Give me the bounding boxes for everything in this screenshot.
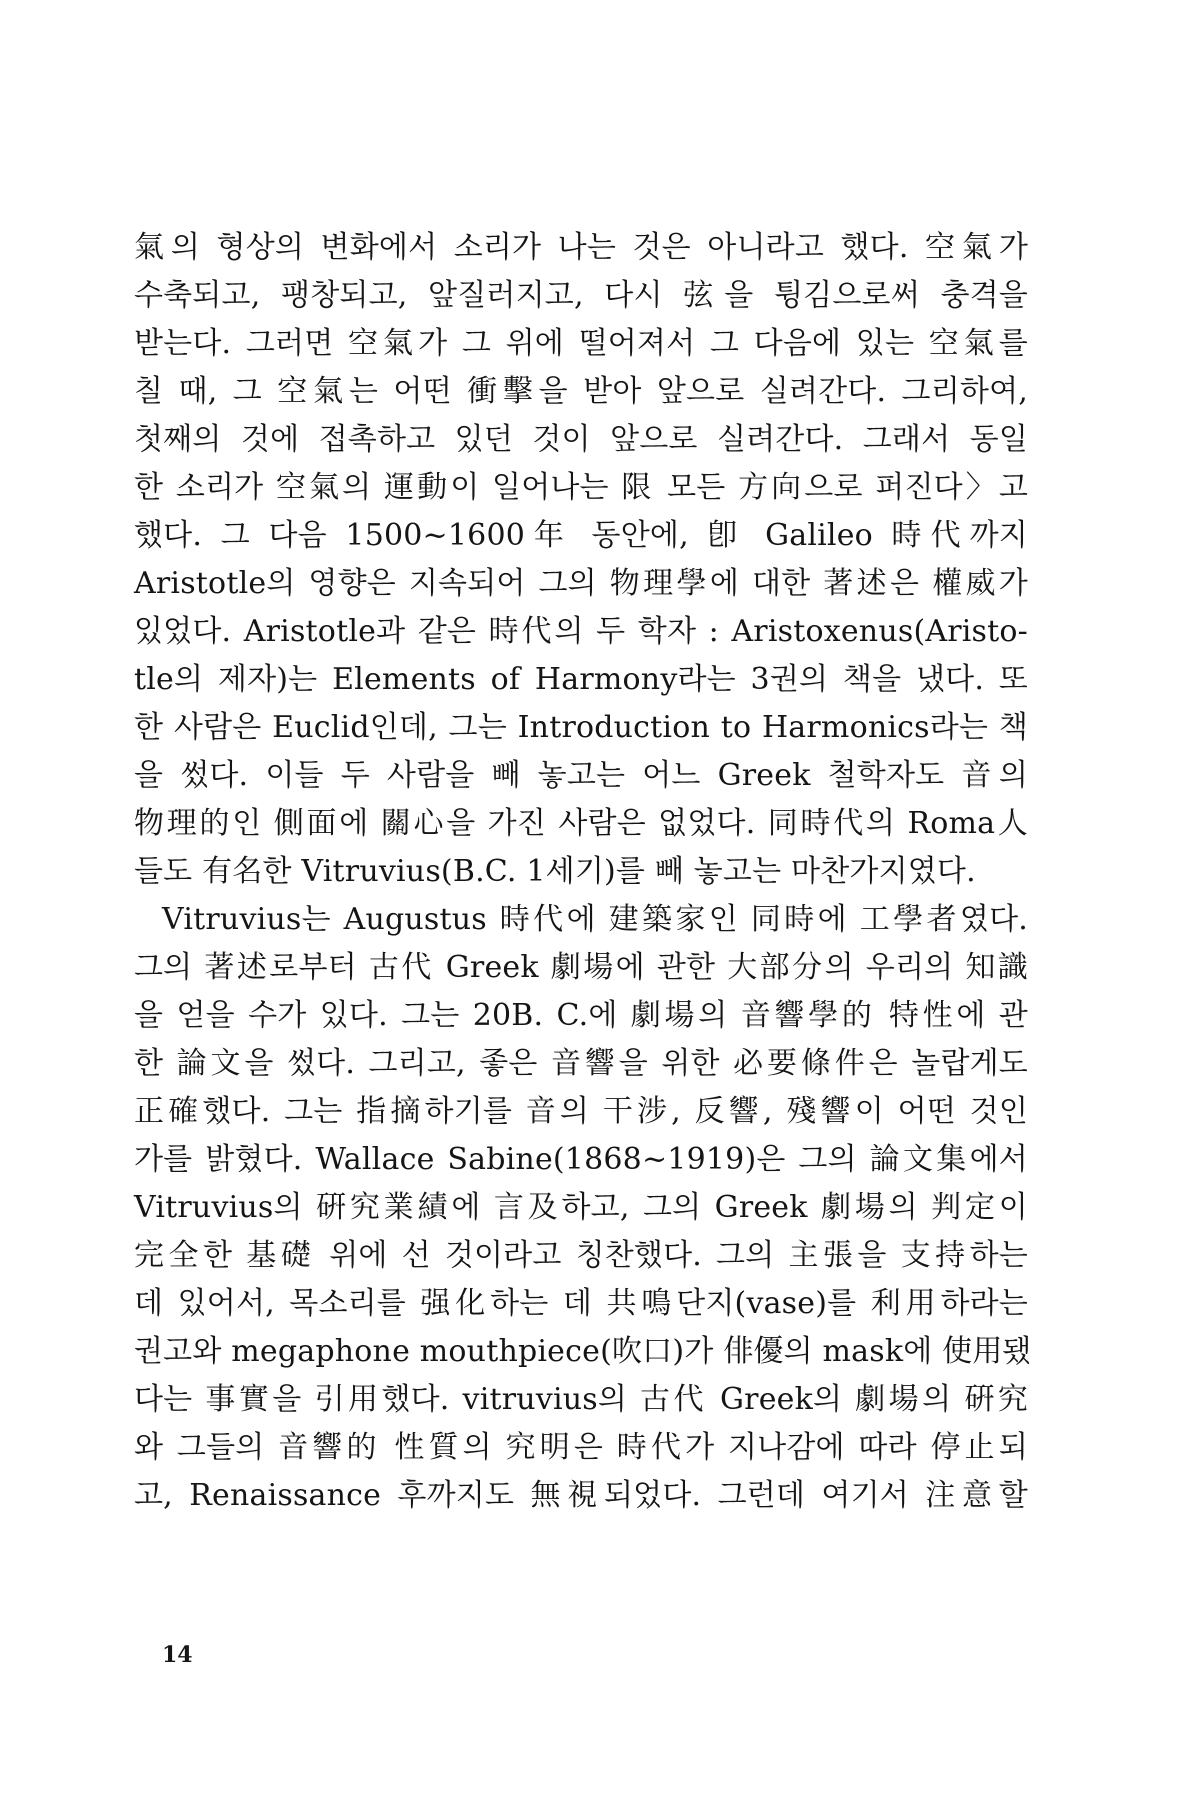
text-line: Vitruvius는 Augustus 時代에 建築家인 同時에 工學者였다.: [162, 902, 1028, 937]
page-number: 14: [162, 1642, 193, 1668]
text-line: 다는 事實을 引用했다. vitruvius의 古代 Greek의 劇場의 硏究: [134, 1382, 1028, 1417]
text-line: 와 그들의 音響的 性質의 究明은 時代가 지나감에 따라 停止되: [134, 1430, 1028, 1465]
text-line: 氣의 형상의 변화에서 소리가 나는 것은 아니라고 했다. 空氣가: [134, 230, 1028, 265]
text-line: 正確했다. 그는 指摘하기를 音의 干涉, 反響, 殘響이 어떤 것인: [134, 1094, 1028, 1129]
text-line: 完全한 基礎 위에 선 것이라고 칭찬했다. 그의 主張을 支持하는: [134, 1238, 1028, 1273]
text-line: 한 사람은 Euclid인데, 그는 Introduction to Harmonics라는 책: [134, 710, 1028, 745]
text-line: 들도 有名한 Vitruvius(B.C. 1세기)를 빼 놓고는 마찬가지였다.: [134, 854, 976, 889]
text-line: 받는다. 그러면 空氣가 그 위에 떨어져서 그 다음에 있는 空氣를: [134, 326, 1028, 361]
text-line: Aristotle의 영향은 지속되어 그의 物理學에 대한 著述은 權威가: [134, 566, 1028, 601]
text-line: 칠 때, 그 空氣는 어떤 衝擊을 받아 앞으로 실려간다. 그리하여,: [134, 374, 1028, 409]
text-line: 권고와 megaphone mouthpiece(吹口)가 俳優의 mask에 使用됐: [134, 1334, 1032, 1369]
text-line: 을 얻을 수가 있다. 그는 20B. C.에 劇場의 音響學的 特性에 관: [134, 998, 1028, 1033]
text-line: 있었다. Aristotle과 같은 時代의 두 학자 : Aristoxenus(Aristo-: [134, 614, 1028, 649]
text-line: 수축되고, 팽창되고, 앞질러지고, 다시 弦을 튕김으로써 충격을: [134, 278, 1028, 313]
text-line: 을 썼다. 이들 두 사람을 빼 놓고는 어느 Greek 철학자도 音의: [134, 758, 1028, 793]
text-line: 했다. 그 다음 1500~1600年 동안에, 卽 Galileo 時代까지: [134, 518, 1028, 553]
text-line: 첫째의 것에 접촉하고 있던 것이 앞으로 실려간다. 그래서 동일: [134, 422, 1028, 457]
text-line: 한 소리가 空氣의 運動이 일어나는 限 모든 方向으로 퍼진다〉고: [134, 470, 1028, 505]
text-line: 고, Renaissance 후까지도 無視되었다. 그런데 여기서 注意할: [134, 1478, 1028, 1513]
text-line: 그의 著述로부터 古代 Greek 劇場에 관한 大部分의 우리의 知識: [134, 950, 1028, 985]
text-line: 한 論文을 썼다. 그리고, 좋은 音響을 위한 必要條件은 놀랍게도: [134, 1046, 1028, 1081]
text-line: tle의 제자)는 Elements of Harmony라는 3권의 책을 냈다. 또: [134, 662, 1028, 697]
text-line: 데 있어서, 목소리를 强化하는 데 共鳴단지(vase)를 利用하라는: [134, 1286, 1028, 1321]
text-line: 物理的인 側面에 關心을 가진 사람은 없었다. 同時代의 Roma人: [134, 806, 1028, 841]
text-line: Vitruvius의 硏究業績에 言及하고, 그의 Greek 劇場의 判定이: [134, 1190, 1028, 1225]
text-line: 가를 밝혔다. Wallace Sabine(1868~1919)은 그의 論文集에서: [134, 1142, 1028, 1177]
